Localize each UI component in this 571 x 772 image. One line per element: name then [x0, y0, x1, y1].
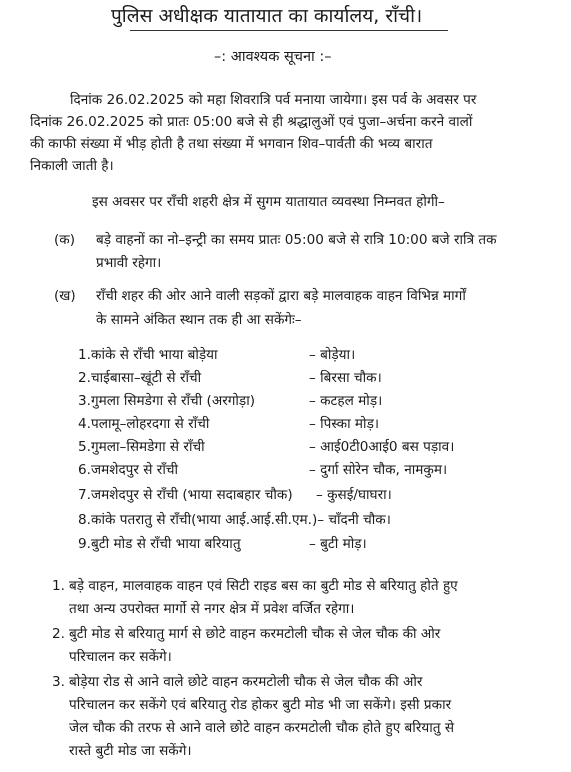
clause-marker: (ख) — [54, 288, 76, 304]
point-line: बड़े वाहन, मालवाहक वाहन एवं सिटी राइड बस का बुटी मोड से बरियातु होते हुए — [69, 578, 458, 594]
route-destination: – पिस्का मोड़। — [309, 416, 380, 432]
route-destination: – बोड़ेया। — [309, 347, 356, 363]
route-source: बुटी मोड से राँची भाया बरियातु — [91, 536, 241, 552]
route-destination: – कुसई/घाघरा। — [316, 487, 392, 503]
route-destination: – दुर्गा सोरेन चौक, नामकुम। — [309, 462, 448, 478]
point-number: 2. — [52, 626, 65, 642]
point-line: परिचालन कर सकेंगे। — [69, 649, 172, 665]
arrangement-line: इस अवसर पर राँची शहरी क्षेत्र में सुगम यातायात व्यवस्था निम्नवत होगी– — [92, 194, 445, 210]
route-source: कांके पतरातु से राँची(भाया आई.आई.सी.एम.)– चाँदनी चौक। — [91, 512, 391, 528]
route-number: 3. — [78, 393, 91, 409]
point-line: बुटी मोड से बरियातु मार्ग से छोटे वाहन करमटोली चौक से जेल चौक की ओर — [69, 626, 441, 642]
intro-line: दिनांक 26.02.2025 को महा शिवरात्रि पर्व मनाया जायेगा। इस पर्व के अवसर पर — [70, 92, 477, 108]
point-number: 3. — [52, 674, 65, 690]
point-line: जेल चौक की तरफ से आने वाले छोटे वाहन करमटोली चौक होते हुए बरियातु से — [69, 720, 455, 736]
intro-line: निकाली जाती है। — [30, 158, 114, 174]
route-number: 4. — [78, 416, 91, 432]
clause-line: बड़े वाहनों का नो–इन्ट्री का समय प्रातः 05:00 बजे से रात्रि 10:00 बजे रात्रि तक — [96, 232, 497, 248]
route-source: जमशेदपुर से राँची — [91, 462, 179, 478]
route-number: 1. — [78, 347, 91, 363]
clause-marker: (क) — [54, 232, 76, 248]
route-number: 9. — [78, 536, 91, 552]
point-line: परिचालन कर सकेंगे एवं बरियातु रोड होकर बुटी मोड भी जा सकेंगे। इसी प्रकार — [69, 697, 452, 713]
point-number: 1. — [52, 578, 65, 594]
point-line: तथा अन्य उपरोक्त मार्गो से नगर क्षेत्र में प्रवेश वर्जित रहेगा। — [69, 601, 355, 617]
title-underline — [130, 30, 448, 31]
route-source: चाईबासा–खूंटी से राँची — [91, 370, 202, 386]
clause-line: राँची शहर की ओर आने वाली सड़कों द्वारा बड़े मालवाहक वाहन विभिन्न मार्गों — [96, 288, 466, 304]
clause-line: प्रभावी रहेगा। — [96, 255, 162, 271]
route-destination: – कटहल मोड़। — [309, 393, 383, 409]
route-number: 5. — [78, 439, 91, 455]
page-title: पुलिस अधीक्षक यातायात का कार्यालय, राँची। — [111, 5, 423, 27]
route-source: पलामू–लोहरदगा से राँची — [91, 416, 210, 432]
intro-line: की काफी संख्या में भीड़ होती है तथा संख्या में भगवान शिव–पार्वती की भव्य बारात — [30, 136, 433, 152]
route-source: जमशेदपुर से राँची (भाया सदाबहार चौक) — [91, 487, 293, 503]
notice-subtitle: –: आवश्यक सूचना :– — [214, 49, 332, 65]
route-number: 8. — [78, 512, 91, 528]
route-number: 6. — [78, 462, 91, 478]
route-number: 7. — [78, 487, 91, 503]
route-destination: – आई0टी0आई0 बस पड़ाव। — [309, 439, 455, 455]
route-destination: – बिरसा चौक। — [309, 370, 382, 386]
clause-line: के सामने अंकित स्थान तक ही आ सकेंगेः– — [96, 312, 302, 328]
route-source: कांके से राँची भाया बोड़ेया — [91, 347, 218, 363]
route-source: गुमला सिमडेगा से राँची (अरगोड़ा) — [91, 393, 256, 409]
intro-line: दिनांक 26.02.2025 को प्रातः 05:00 बजे से ही श्रद्धालुओं एवं पुजा–अर्चना करने वालों — [30, 114, 473, 130]
route-destination: – बुटी मोड़। — [309, 536, 367, 552]
point-line: रास्ते बुटी मोड जा सकेंगे। — [69, 743, 192, 759]
point-line: बोड़ेया रोड से आने वाले छोटे वाहन करमटोली चौक से जेल चौक की ओर — [69, 674, 423, 690]
route-source: गुमला–सिमडेगा से राँची — [91, 439, 205, 455]
route-number: 2. — [78, 370, 91, 386]
